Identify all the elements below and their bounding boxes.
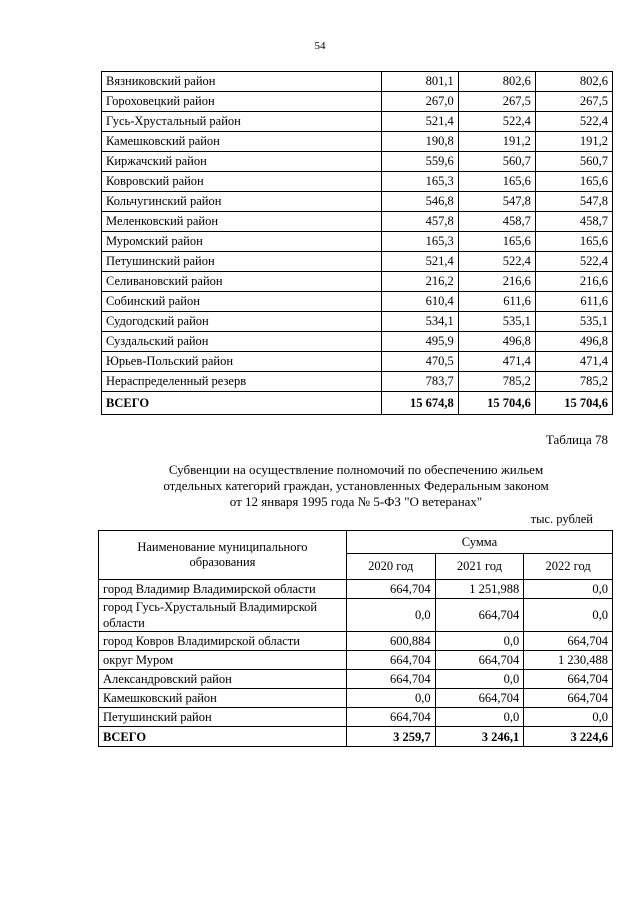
cell-2020: 267,0	[381, 92, 458, 112]
title-line: Субвенции на осуществление полномочий по обеспечению жильем	[168, 462, 544, 477]
cell-2021: 15 704,6	[458, 392, 535, 415]
cell-2020: 801,1	[381, 72, 458, 92]
cell-name: Камешковский район	[99, 689, 347, 708]
cell-2022: 3 224,6	[524, 727, 613, 747]
cell-name: Александровский район	[99, 670, 347, 689]
header-name-column: Наименование муниципального образования	[99, 531, 347, 580]
cell-2022: 785,2	[535, 372, 612, 392]
cell-2022: 664,704	[524, 632, 613, 651]
table-row	[102, 172, 613, 192]
cell-2021: 611,6	[458, 292, 535, 312]
table-row	[99, 580, 613, 599]
cell-2020: 546,8	[381, 192, 458, 212]
cell-name: город Владимир Владимирской области	[99, 580, 347, 599]
table-row	[102, 332, 613, 352]
cell-2022: 0,0	[524, 599, 613, 632]
cell-2021: 0,0	[435, 708, 524, 727]
cell-2020: 664,704	[346, 670, 435, 689]
table-row	[102, 252, 613, 272]
cell-2020: 165,3	[381, 172, 458, 192]
title-line: отдельных категорий граждан, установленных Федеральным законом	[163, 478, 549, 493]
cell-2022: 535,1	[535, 312, 612, 332]
table-row	[102, 72, 613, 92]
table-title	[100, 462, 612, 510]
table-row	[99, 632, 613, 651]
table-row	[99, 670, 613, 689]
cell-2020: 783,7	[381, 372, 458, 392]
cell-name: Кольчугинский район	[102, 192, 382, 212]
units-label: тыс. рублей	[530, 512, 593, 526]
cell-name: Петушинский район	[99, 708, 347, 727]
table-row	[102, 312, 613, 332]
cell-name: Собинский район	[102, 292, 382, 312]
table-row	[102, 132, 613, 152]
cell-2022: 458,7	[535, 212, 612, 232]
cell-2021: 522,4	[458, 252, 535, 272]
cell-2022: 496,8	[535, 332, 612, 352]
cell-2021: 522,4	[458, 112, 535, 132]
cell-name: Киржачский район	[102, 152, 382, 172]
cell-2022: 522,4	[535, 112, 612, 132]
cell-2022: 0,0	[524, 708, 613, 727]
table-row	[102, 232, 613, 252]
cell-2022: 802,6	[535, 72, 612, 92]
cell-2020: 3 259,7	[346, 727, 435, 747]
cell-name: Гусь-Хрустальный район	[102, 112, 382, 132]
cell-2022: 165,6	[535, 172, 612, 192]
page-number: 54	[314, 40, 326, 52]
cell-name: Селивановский район	[102, 272, 382, 292]
cell-2022: 664,704	[524, 670, 613, 689]
cell-name: Судогодский район	[102, 312, 382, 332]
cell-name: ВСЕГО	[99, 727, 347, 747]
cell-2021: 664,704	[435, 689, 524, 708]
cell-2021: 785,2	[458, 372, 535, 392]
cell-2020: 664,704	[346, 580, 435, 599]
table-row	[102, 152, 613, 172]
cell-name: Гороховецкий район	[102, 92, 382, 112]
cell-name: Меленковский район	[102, 212, 382, 232]
table-body	[99, 580, 613, 747]
total-row	[102, 392, 613, 415]
cell-name: город Гусь-Хрустальный Владимирской области	[99, 599, 347, 632]
header-year-2022: 2022 год	[524, 554, 613, 580]
cell-name: ВСЕГО	[102, 392, 382, 415]
table-row	[102, 292, 613, 312]
cell-2022: 1 230,488	[524, 651, 613, 670]
cell-name: Петушинский район	[102, 252, 382, 272]
cell-2020: 534,1	[381, 312, 458, 332]
cell-2021: 1 251,988	[435, 580, 524, 599]
cell-2021: 216,6	[458, 272, 535, 292]
cell-2020: 216,2	[381, 272, 458, 292]
table-row	[102, 352, 613, 372]
cell-2020: 495,9	[381, 332, 458, 352]
cell-2022: 15 704,6	[535, 392, 612, 415]
cell-2020: 457,8	[381, 212, 458, 232]
cell-2022: 216,6	[535, 272, 612, 292]
cell-2022: 547,8	[535, 192, 612, 212]
cell-2021: 547,8	[458, 192, 535, 212]
cell-name: Суздальский район	[102, 332, 382, 352]
cell-2020: 190,8	[381, 132, 458, 152]
table-body	[102, 72, 613, 415]
cell-2020: 664,704	[346, 708, 435, 727]
table-row	[102, 212, 613, 232]
cell-2020: 165,3	[381, 232, 458, 252]
cell-2020: 600,884	[346, 632, 435, 651]
cell-2021: 560,7	[458, 152, 535, 172]
cell-name: Муромский район	[102, 232, 382, 252]
table-row	[102, 92, 613, 112]
header-row	[99, 531, 613, 554]
cell-2020: 15 674,8	[381, 392, 458, 415]
title-line: от 12 января 1995 года № 5-ФЗ "О ветеранах"	[229, 494, 483, 509]
cell-2021: 471,4	[458, 352, 535, 372]
cell-name: город Ковров Владимирской области	[99, 632, 347, 651]
cell-2020: 521,4	[381, 252, 458, 272]
cell-2021: 165,6	[458, 232, 535, 252]
cell-2021: 664,704	[435, 599, 524, 632]
header-sum: Сумма	[346, 531, 612, 554]
cell-2021: 267,5	[458, 92, 535, 112]
table-veterans-subventions	[98, 530, 613, 747]
cell-name: Ковровский район	[102, 172, 382, 192]
cell-2021: 458,7	[458, 212, 535, 232]
table-row	[102, 372, 613, 392]
header-year-2021: 2021 год	[435, 554, 524, 580]
table-row	[99, 651, 613, 670]
cell-2021: 496,8	[458, 332, 535, 352]
cell-2021: 0,0	[435, 670, 524, 689]
cell-name: Камешковский район	[102, 132, 382, 152]
table-row	[99, 708, 613, 727]
cell-2020: 0,0	[346, 689, 435, 708]
table-district-amounts	[101, 71, 613, 415]
cell-name: Вязниковский район	[102, 72, 382, 92]
cell-2022: 165,6	[535, 232, 612, 252]
cell-2022: 471,4	[535, 352, 612, 372]
table-header	[99, 531, 613, 580]
cell-2021: 664,704	[435, 651, 524, 670]
cell-name: Юрьев-Польский район	[102, 352, 382, 372]
cell-2020: 0,0	[346, 599, 435, 632]
cell-2022: 664,704	[524, 689, 613, 708]
cell-2022: 0,0	[524, 580, 613, 599]
cell-2022: 267,5	[535, 92, 612, 112]
table-label: Таблица 78	[545, 432, 608, 447]
cell-2021: 3 246,1	[435, 727, 524, 747]
cell-2022: 560,7	[535, 152, 612, 172]
cell-2021: 802,6	[458, 72, 535, 92]
total-row	[99, 727, 613, 747]
cell-2021: 165,6	[458, 172, 535, 192]
table-row	[102, 192, 613, 212]
table-row	[102, 112, 613, 132]
cell-2020: 610,4	[381, 292, 458, 312]
table-row	[102, 272, 613, 292]
table-row	[99, 689, 613, 708]
cell-2021: 535,1	[458, 312, 535, 332]
cell-2021: 191,2	[458, 132, 535, 152]
table-row	[99, 599, 613, 632]
cell-2021: 0,0	[435, 632, 524, 651]
cell-2020: 559,6	[381, 152, 458, 172]
cell-2020: 521,4	[381, 112, 458, 132]
header-year-2020: 2020 год	[346, 554, 435, 580]
cell-2022: 611,6	[535, 292, 612, 312]
cell-name: округ Муром	[99, 651, 347, 670]
cell-2020: 664,704	[346, 651, 435, 670]
cell-2022: 522,4	[535, 252, 612, 272]
cell-2022: 191,2	[535, 132, 612, 152]
cell-2020: 470,5	[381, 352, 458, 372]
cell-name: Нераспределенный резерв	[102, 372, 382, 392]
